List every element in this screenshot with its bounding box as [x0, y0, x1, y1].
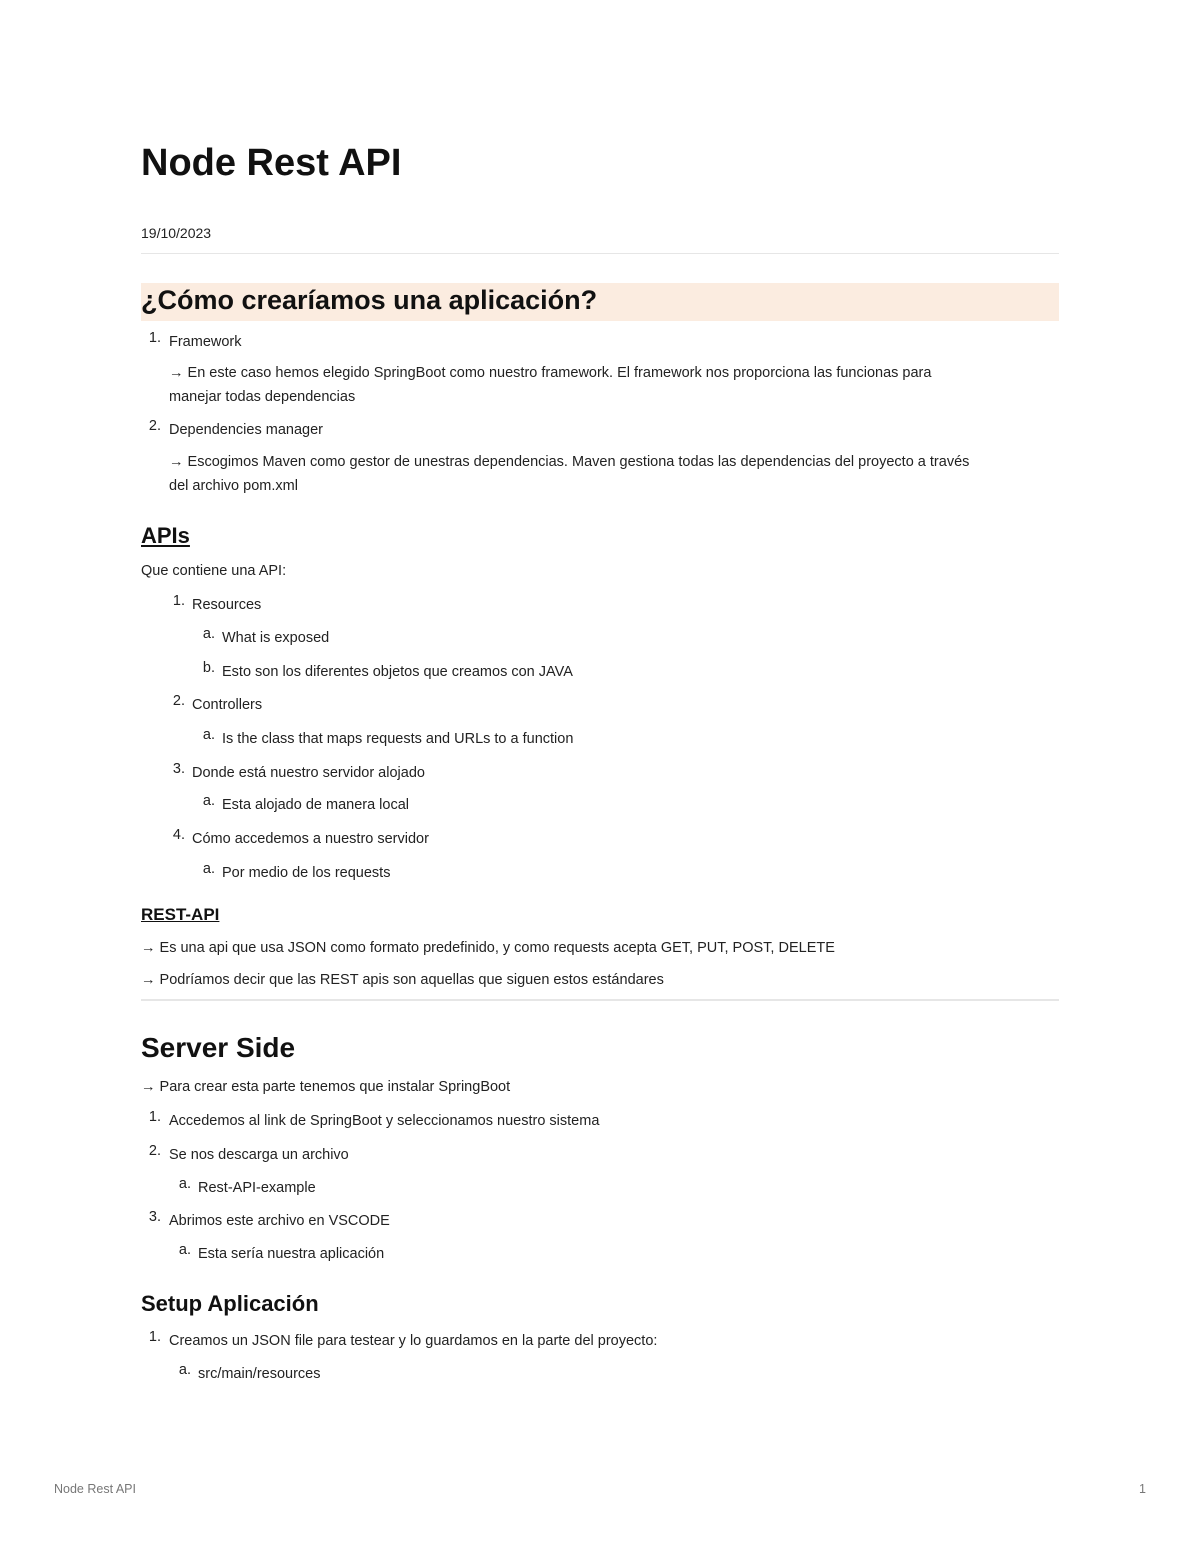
sub-list-item: What is exposed: [222, 630, 330, 646]
list-item: Creamos un JSON file para testear y lo guardamos en la parte del proyecto:: [169, 1333, 658, 1349]
sub-list-item: src/main/resources: [198, 1366, 321, 1382]
section-heading-rest-api: REST-API: [141, 905, 220, 924]
list-number: 3.: [172, 761, 185, 777]
list-letter: a.: [178, 1176, 191, 1192]
list-item: Donde está nuestro servidor alojado: [192, 765, 425, 781]
list-item: Cómo accedemos a nuestro servidor: [192, 831, 429, 847]
sub-list-item: Esta sería nuestra aplicación: [198, 1246, 385, 1262]
list-item-note: del archivo pom.xml: [169, 478, 298, 494]
sub-list-item: Is the class that maps requests and URLs to a function: [222, 731, 574, 747]
list-number: 1.: [148, 330, 161, 346]
list-letter: a.: [202, 727, 215, 743]
sub-list-item: Por medio de los requests: [222, 865, 391, 881]
section-heading-como: ¿Cómo crearíamos una aplicación?: [141, 285, 598, 315]
sub-list-item: Esta alojado de manera local: [222, 797, 410, 813]
document-date: 19/10/2023: [141, 225, 212, 241]
list-number: 2.: [148, 418, 161, 434]
list-item: Abrimos este archivo en VSCODE: [169, 1213, 390, 1229]
list-number: 3.: [148, 1209, 161, 1225]
list-item: Framework: [169, 334, 242, 350]
divider: [141, 253, 1059, 254]
list-number: 2.: [148, 1143, 161, 1159]
footer-title: Node Rest API: [54, 1482, 136, 1496]
list-item: Se nos descarga un archivo: [169, 1147, 349, 1163]
list-number: 1.: [148, 1109, 161, 1125]
section-heading-server-side: Server Side: [141, 1032, 296, 1063]
list-number: 1.: [172, 593, 185, 609]
list-item-note: → En este caso hemos elegido SpringBoot como nuestro framework. El framework nos proporciona las funcionas para: [169, 365, 932, 381]
paragraph: Que contiene una API:: [141, 563, 287, 579]
list-item-note: → Escogimos Maven como gestor de unestras dependencias. Maven gestiona todas las dependencias del proyecto a través: [169, 454, 970, 470]
page-number: 1: [1139, 1482, 1146, 1496]
list-number: 1.: [148, 1329, 161, 1345]
list-item-note: manejar todas dependencias: [169, 389, 356, 405]
section-heading-apis: APIs: [141, 523, 190, 548]
list-number: 4.: [172, 827, 185, 843]
list-item: Dependencies manager: [169, 422, 323, 438]
list-letter: a.: [178, 1362, 191, 1378]
list-letter: a.: [202, 793, 215, 809]
section-heading-setup: Setup Aplicación: [141, 1291, 319, 1316]
list-item: Resources: [192, 597, 262, 613]
page-title: Node Rest API: [141, 142, 402, 184]
list-letter: b.: [202, 660, 215, 676]
list-letter: a.: [202, 626, 215, 642]
list-item: Accedemos al link de SpringBoot y seleccionamos nuestro sistema: [169, 1113, 600, 1129]
paragraph: → Es una api que usa JSON como formato predefinido, y como requests acepta GET, PUT, POST, DELETE: [141, 940, 835, 956]
list-number: 2.: [172, 693, 185, 709]
divider: [141, 999, 1059, 1001]
list-item: Controllers: [192, 697, 263, 713]
list-letter: a.: [178, 1242, 191, 1258]
paragraph: → Podríamos decir que las REST apis son aquellas que siguen estos estándares: [141, 972, 664, 988]
sub-list-item: Esto son los diferentes objetos que creamos con JAVA: [222, 664, 573, 680]
sub-list-item: Rest-API-example: [198, 1180, 316, 1196]
list-letter: a.: [202, 861, 215, 877]
paragraph: → Para crear esta parte tenemos que instalar SpringBoot: [141, 1079, 511, 1095]
